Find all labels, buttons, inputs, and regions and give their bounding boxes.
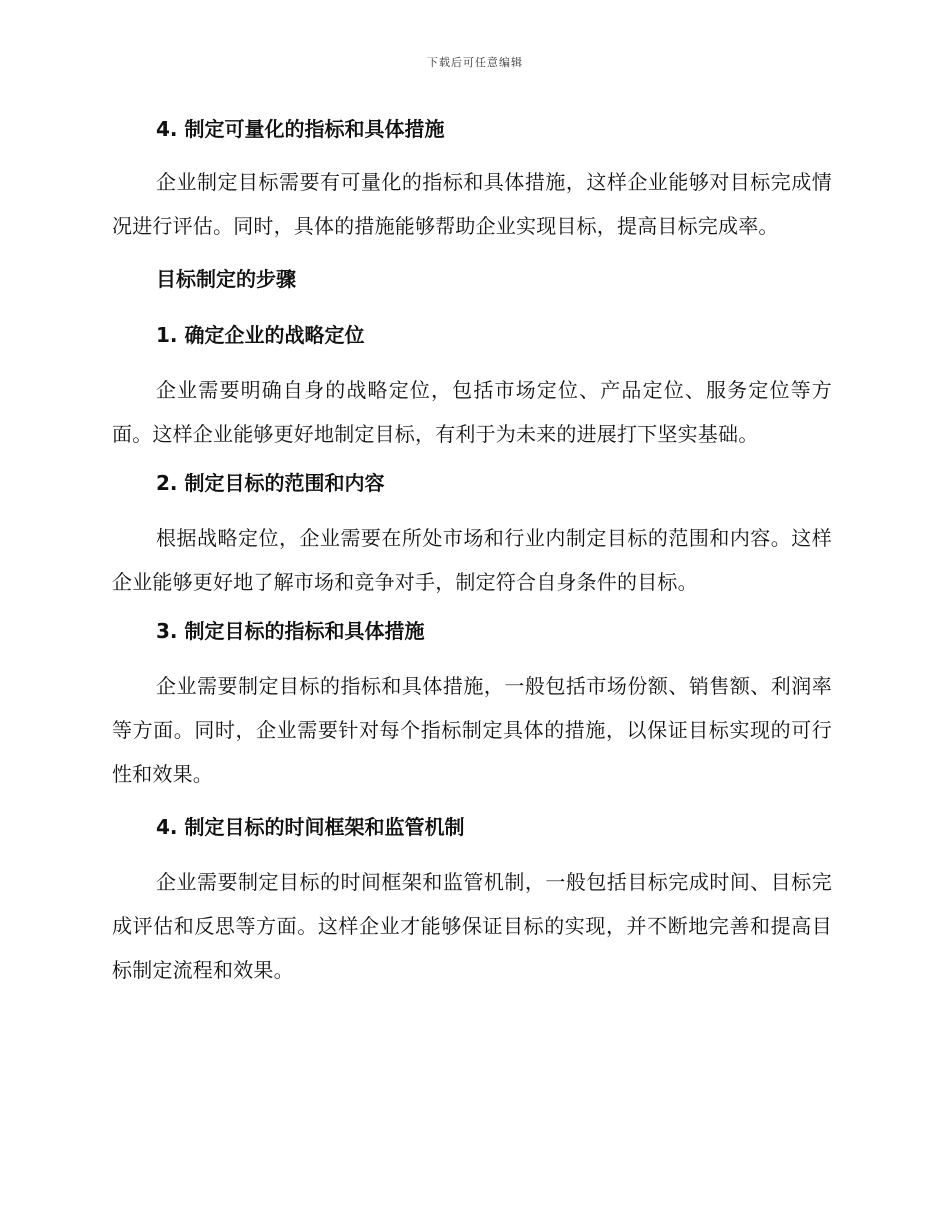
step-heading-2: 2. 制定目标的范围和内容	[156, 471, 385, 495]
page-header-note: 下载后可任意编辑	[427, 56, 523, 69]
step-heading-1: 1. 确定企业的战略定位	[156, 323, 365, 347]
section-heading-quantifiable: 4. 制定可量化的指标和具体措施	[156, 117, 445, 141]
step-heading-4: 4. 制定目标的时间框架和监管机制	[156, 815, 465, 839]
step-heading-3: 3. 制定目标的指标和具体措施	[156, 619, 425, 643]
step-paragraph-4: 企业需要制定目标的时间框架和监管机制，一般包括目标完成时间、目标完成评估和反思等方面。这样企业才能够保证目标的实现，并不断地完善和提高目标制定流程和效果。	[112, 870, 832, 982]
step-paragraph-3: 企业需要制定目标的指标和具体措施，一般包括市场份额、销售额、利润率等方面。同时，企业需要针对每个指标制定具体的措施，以保证目标实现的可行性和效果。	[112, 674, 832, 786]
paragraph-quantifiable: 企业制定目标需要有可量化的指标和具体措施，这样企业能够对目标完成情况进行评估。同时，具体的措施能够帮助企业实现目标，提高目标完成率。	[112, 170, 832, 238]
step-paragraph-1: 企业需要明确自身的战略定位，包括市场定位、产品定位、服务定位等方面。这样企业能够更好地制定目标，有利于为未来的进展打下坚实基础。	[112, 378, 832, 446]
section-heading-steps: 目标制定的步骤	[156, 267, 296, 291]
step-paragraph-2: 根据战略定位，企业需要在所处市场和行业内制定目标的范围和内容。这样企业能够更好地了解市场和竞争对手，制定符合自身条件的目标。	[112, 526, 832, 594]
document-body	[112, 112, 832, 992]
